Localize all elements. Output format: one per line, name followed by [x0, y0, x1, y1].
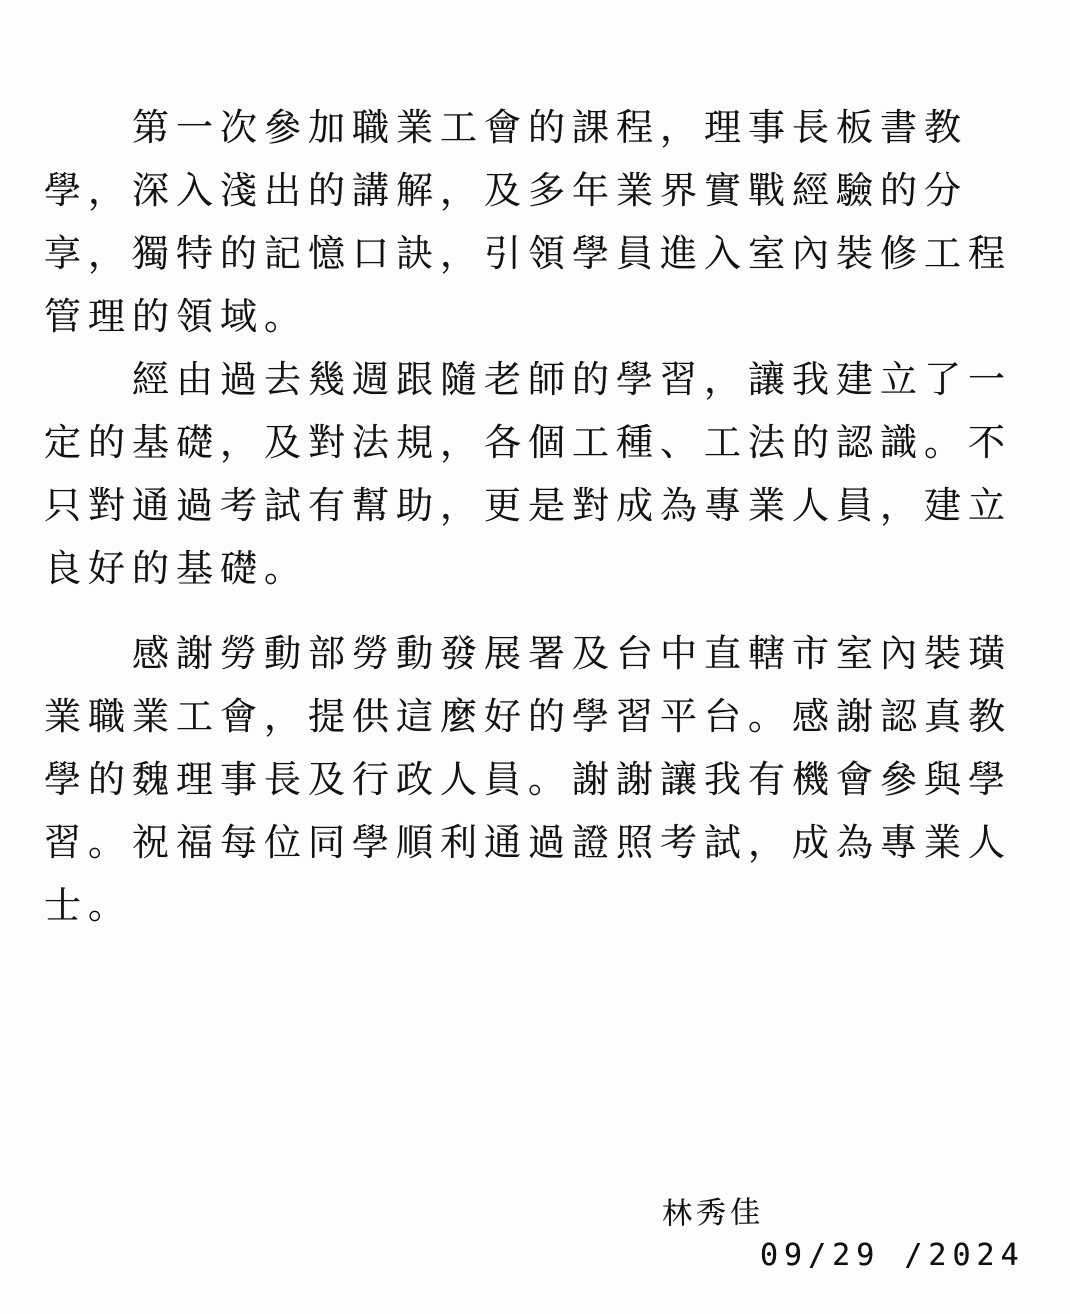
date: 09/29 /2024	[760, 1238, 1025, 1273]
paragraph-3: 感謝勞動部勞動發展署及台中直轄市室內裝璜業職業工會，提供這麼好的學習平台。感謝認真教學的魏理事長及行政人員。謝謝讓我有機會參與學習。祝福每位同學順利通過證照考試，成為專業人士。	[44, 632, 1012, 927]
signature: 林秀佳	[661, 1195, 765, 1232]
paragraph-1: 第一次參加職業工會的課程，理事長板書教學，深入淺出的講解，及多年業界實戰經驗的分享，獨特的記憶口訣，引領學員進入室內裝修工程管理的領域。	[44, 106, 1012, 338]
paragraph-2: 經由過去幾週跟隨老師的學習，讓我建立了一定的基礎，及對法規，各個工種、工法的認識。不只對通過考試有幫助，更是對成為專業人員，建立良好的基礎。	[44, 358, 1012, 590]
